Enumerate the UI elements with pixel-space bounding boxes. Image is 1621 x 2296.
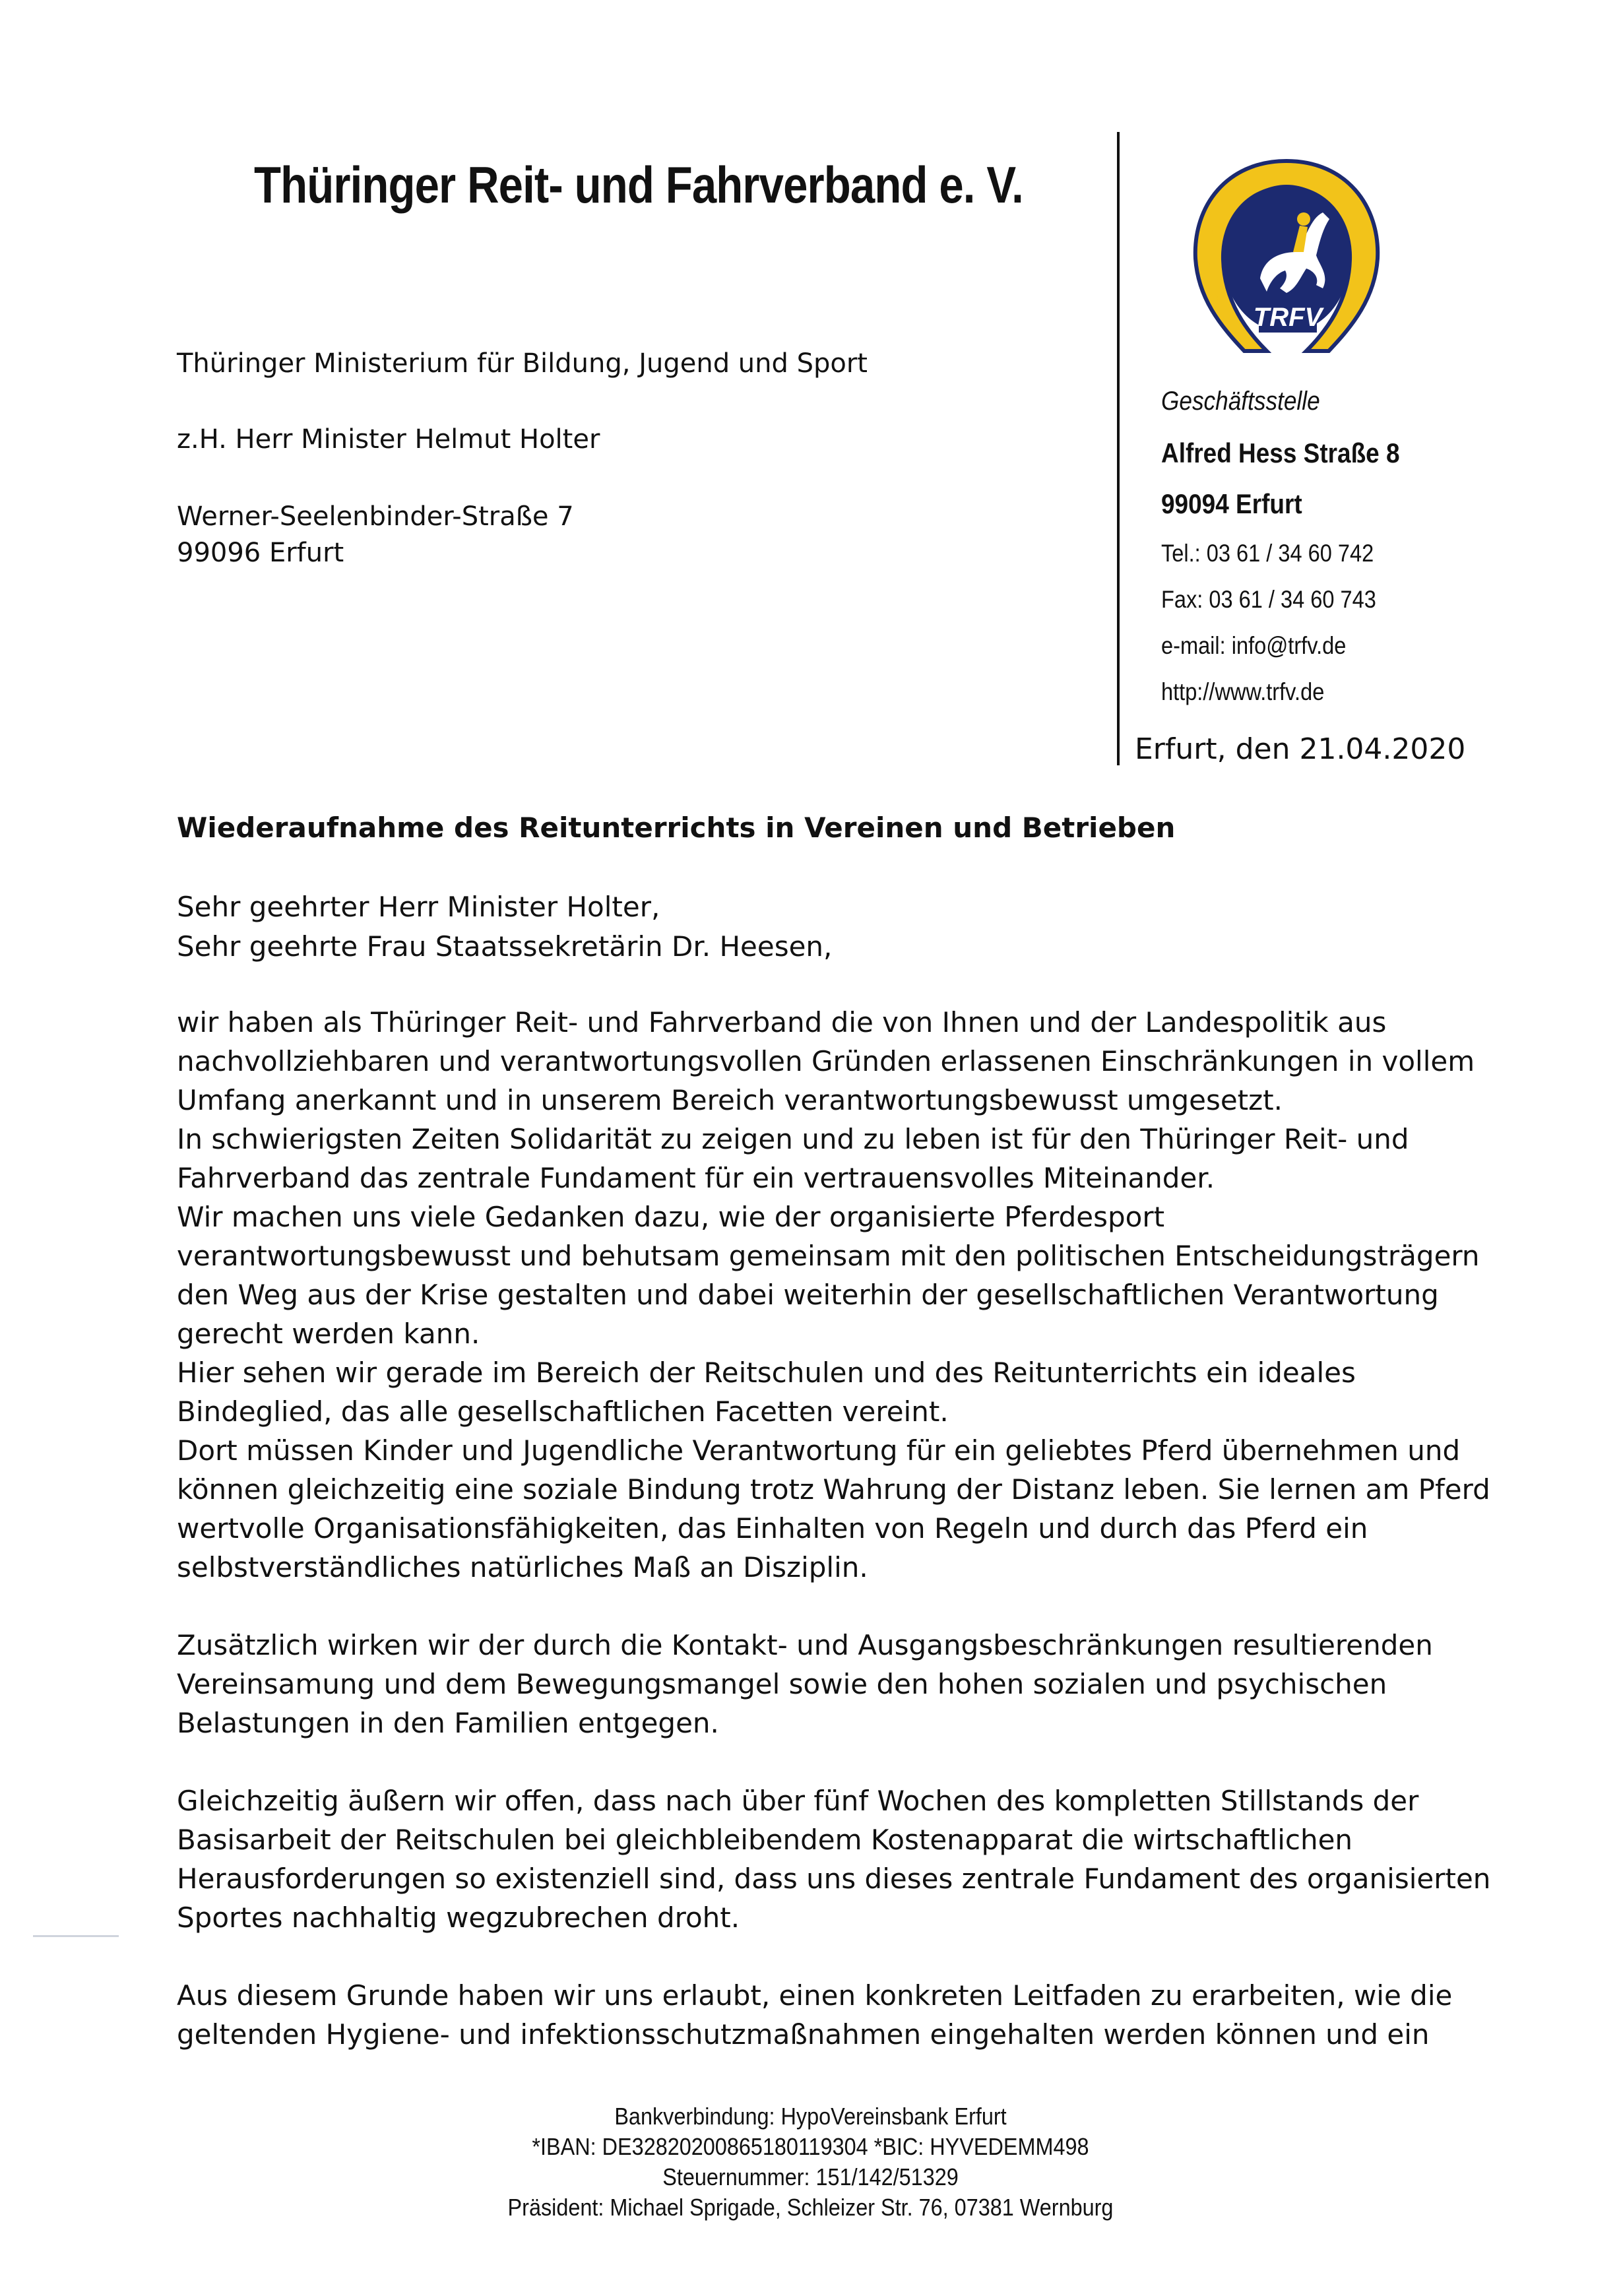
body-line: In schwierigsten Zeiten Solidarität zu zeigen und zu leben ist für den Thüringer Reit- und: [177, 1123, 1409, 1155]
footer-bank: Bankverbindung: HypoVereinsbank Erfurt: [614, 2103, 1007, 2130]
logo-text: TRFV: [1253, 303, 1323, 332]
body-line: können gleichzeitig eine soziale Bindung trotz Wahrung der Distanz leben. Sie lernen am Pferd: [177, 1473, 1490, 1506]
office-phone: Tel.: 03 61 / 34 60 742: [1161, 540, 1374, 567]
body-line: selbstverständliches natürliches Maß an Disziplin.: [177, 1551, 868, 1583]
body-line: wertvolle Organisationsfähigkeiten, das Einhalten von Regeln und durch das Pferd ein: [177, 1512, 1368, 1545]
body-line: gerecht werden kann.: [177, 1318, 480, 1350]
body-line: den Weg aus der Krise gestalten und dabei weiterhin der gesellschaftlichen Verantwortung: [177, 1279, 1439, 1311]
paragraph: [177, 1781, 1491, 1937]
recipient-city: 99096 Erfurt: [177, 538, 344, 568]
office-email: e-mail: info@trfv.de: [1161, 632, 1347, 659]
paragraph: [177, 1626, 1470, 1742]
scan-artifact: [33, 1935, 119, 1937]
body-line: Basisarbeit der Reitschulen bei gleichbleibendem Kostenapparat die wirtschaftlichen: [177, 1824, 1353, 1856]
body-line: nachvollziehbaren und verantwortungsvollen Gründen erlassenen Einschränkungen in vollem: [177, 1045, 1475, 1077]
recipient-ministry: Thüringer Ministerium für Bildung, Jugend und Sport: [177, 348, 868, 379]
letter-subject: Wiederaufnahme des Reitunterrichts in Vereinen und Betrieben: [177, 812, 1176, 844]
letter-date: Erfurt, den 21.04.2020: [1135, 732, 1466, 766]
salutation: [177, 887, 832, 967]
trfv-logo: [1188, 153, 1385, 364]
recipient-attention: z.H. Herr Minister Helmut Holter: [177, 424, 600, 455]
body-line: Vereinsamung und dem Bewegungsmangel sowie den hohen sozialen und psychischen: [177, 1668, 1387, 1700]
body-line: Umfang anerkannt und in unserem Bereich verantwortungsbewusst umgesetzt.: [177, 1084, 1283, 1116]
body-line: Aus diesem Grunde haben wir uns erlaubt, einen konkreten Leitfaden zu erarbeiten, wie die: [177, 1979, 1453, 2012]
paragraph: [177, 1003, 1490, 1587]
office-label: Geschäftsstelle: [1161, 387, 1320, 416]
body-line: Gleichzeitig äußern wir offen, dass nach über fünf Wochen des kompletten Stillstands der: [177, 1785, 1419, 1817]
office-fax: Fax: 03 61 / 34 60 743: [1161, 586, 1376, 613]
recipient-street: Werner-Seelenbinder-Straße 7: [177, 501, 574, 532]
office-street: Alfred Hess Straße 8: [1161, 437, 1400, 468]
body-line: Fahrverband das zentrale Fundament für ein vertrauensvolles Miteinander.: [177, 1162, 1215, 1194]
body-line: Wir machen uns viele Gedanken dazu, wie der organisierte Pferdesport: [177, 1201, 1165, 1233]
body-line: Herausforderungen so existenziell sind, dass uns dieses zentrale Fundament des organisierten: [177, 1863, 1491, 1895]
body-line: Zusätzlich wirken wir der durch die Kontakt- und Ausgangsbeschränkungen resultierenden: [177, 1629, 1433, 1661]
salutation-line: Sehr geehrte Frau Staatssekretärin Dr. Heesen,: [177, 930, 833, 963]
body-line: Bindeglied, das alle gesellschaftlichen Facetten vereint.: [177, 1395, 949, 1428]
paragraph: [177, 1976, 1470, 2054]
body-line: Belastungen in den Familien entgegen.: [177, 1707, 719, 1739]
organization-title: Thüringer Reit- und Fahrverband e. V.: [254, 156, 1023, 214]
header-divider: [1117, 132, 1120, 765]
office-city: 99094 Erfurt: [1161, 488, 1302, 519]
body-line: geltenden Hygiene- und infektionsschutzmaßnahmen eingehalten werden können und ein: [177, 2018, 1430, 2051]
footer-president: Präsident: Michael Sprigade, Schleizer Str. 76, 07381 Wernburg: [507, 2194, 1114, 2221]
salutation-line: Sehr geehrter Herr Minister Holter,: [177, 891, 660, 923]
body-line: Sportes nachhaltig wegzubrechen droht.: [177, 1901, 740, 1934]
letter-body: [177, 1003, 1491, 2054]
footer-tax-number: Steuernummer: 151/142/51329: [662, 2163, 959, 2190]
letter-footer: [0, 2101, 1621, 2223]
office-website: http://www.trfv.de: [1161, 678, 1325, 705]
body-line: wir haben als Thüringer Reit- und Fahrverband die von Ihnen und der Landespolitik aus: [177, 1006, 1387, 1038]
footer-iban: *IBAN: DE32820200865180119304 *BIC: HYVEDEMM498: [532, 2133, 1089, 2160]
body-line: Hier sehen wir gerade im Bereich der Reitschulen und des Reitunterrichts ein ideales: [177, 1356, 1356, 1389]
body-line: verantwortungsbewusst und behutsam gemeinsam mit den politischen Entscheidungsträgern: [177, 1240, 1480, 1272]
body-line: Dort müssen Kinder und Jugendliche Verantwortung für ein geliebtes Pferd übernehmen und: [177, 1434, 1461, 1467]
